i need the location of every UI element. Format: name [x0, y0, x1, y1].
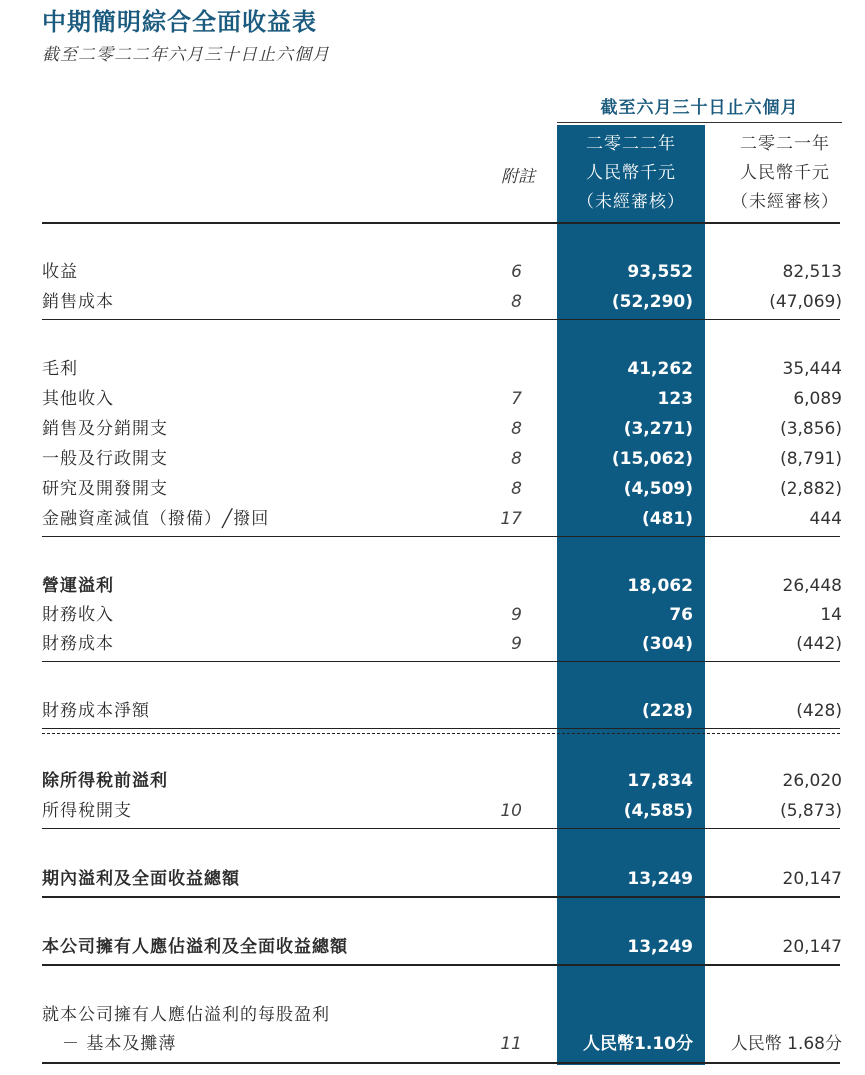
row-label: 所得稅開支	[42, 801, 132, 821]
row-note: 8	[511, 292, 522, 312]
current-year-header	[557, 130, 705, 217]
row-prior-value: (8,791)	[780, 449, 842, 469]
row-current-value: 41,262	[627, 359, 693, 379]
row-label: 財務收入	[42, 605, 114, 625]
row-prior-value: 20,147	[782, 937, 842, 957]
row-current-value: (481)	[641, 509, 693, 529]
row-label: 收益	[42, 262, 78, 282]
row-prior-value: 444	[809, 509, 842, 529]
row-prior-value: (428)	[796, 701, 842, 721]
table-row	[0, 1001, 865, 1030]
row-current-value: 18,062	[627, 576, 693, 596]
row-current-value: 13,249	[627, 869, 693, 889]
note-column-header: 附註	[501, 167, 535, 187]
section-rule	[42, 661, 840, 662]
table-row	[0, 385, 865, 414]
table-row	[0, 288, 865, 317]
section-rule	[42, 536, 840, 537]
section-rule	[42, 728, 840, 729]
row-label: 本公司擁有人應佔溢利及全面收益總額	[42, 937, 348, 957]
table-row	[0, 355, 865, 384]
table-row	[0, 933, 865, 962]
row-label: 銷售及分銷開支	[42, 419, 168, 439]
row-label: 一般及行政開支	[42, 449, 168, 469]
row-prior-value: 26,020	[782, 771, 842, 791]
row-prior-value: 14	[820, 605, 842, 625]
period-header: 截至六月三十日止六個月	[600, 98, 799, 118]
row-label: 銷售成本	[42, 292, 114, 312]
prior-year-header	[710, 130, 860, 217]
row-current-value: 93,552	[627, 262, 693, 282]
table-row	[0, 415, 865, 444]
table-row	[0, 865, 865, 894]
dashed-rule	[42, 733, 840, 734]
current-currency-label: 人民幣千元	[586, 163, 676, 183]
prior-audit-label: （未經審核）	[731, 192, 839, 212]
row-label: 財務成本	[42, 634, 114, 654]
row-note: 8	[511, 449, 522, 469]
row-prior-value: 26,448	[782, 576, 842, 596]
row-current-value: (304)	[641, 634, 693, 654]
row-label: 除所得稅前溢利	[42, 771, 168, 791]
bottom-rule	[42, 1062, 840, 1064]
row-prior-value: 6,089	[793, 389, 842, 409]
row-note: 8	[511, 419, 522, 439]
row-label: 毛利	[42, 359, 78, 379]
row-current-value: (3,271)	[623, 419, 693, 439]
row-prior-value: (5,873)	[780, 801, 842, 821]
prior-currency-label: 人民幣千元	[740, 163, 830, 183]
row-note: 6	[511, 262, 522, 282]
row-current-value: (4,509)	[623, 479, 693, 499]
row-prior-value: (442)	[796, 634, 842, 654]
row-current-value: 17,834	[627, 771, 693, 791]
current-year-label: 二零二二年	[586, 134, 676, 154]
table-row	[0, 505, 865, 534]
table-row	[0, 697, 865, 726]
row-label: 期內溢利及全面收益總額	[42, 869, 240, 889]
row-label: 就本公司擁有人應佔溢利的每股盈利	[42, 1005, 330, 1025]
table-row	[0, 601, 865, 630]
table-row	[0, 767, 865, 796]
row-note: 7	[511, 389, 522, 409]
period-underline	[557, 122, 842, 123]
row-label: 財務成本淨額	[42, 701, 150, 721]
row-label: 研究及開發開支	[42, 479, 168, 499]
section-rule	[42, 828, 840, 829]
section-rule	[42, 964, 840, 966]
section-rule	[42, 319, 840, 320]
row-prior-value: 20,147	[782, 869, 842, 889]
table-row	[0, 258, 865, 287]
row-label: 其他收入	[42, 389, 114, 409]
page-title: 中期簡明綜合全面收益表	[42, 8, 317, 36]
row-label: 營運溢利	[42, 576, 114, 596]
table-row	[0, 1030, 865, 1059]
row-current-value: 13,249	[627, 937, 693, 957]
row-note: 11	[500, 1034, 522, 1054]
row-prior-value: 82,513	[782, 262, 842, 282]
row-note: 17	[500, 509, 522, 529]
row-current-value: 76	[669, 605, 693, 625]
row-current-value: 123	[657, 389, 693, 409]
row-label: 金融資產減值（撥備）╱撥回	[42, 509, 270, 529]
table-row	[0, 475, 865, 504]
table-row	[0, 445, 865, 474]
row-prior-value: 人民幣 1.68分	[730, 1034, 842, 1054]
row-prior-value: (3,856)	[780, 419, 842, 439]
row-current-value: (4,585)	[623, 801, 693, 821]
current-audit-label: （未經審核）	[577, 192, 685, 212]
section-rule	[42, 896, 840, 898]
row-current-value: 人民幣1.10分	[583, 1034, 693, 1054]
row-note: 10	[500, 801, 522, 821]
row-prior-value: (47,069)	[769, 292, 842, 312]
header-rule	[42, 222, 840, 224]
page-subtitle: 截至二零二二年六月三十日止六個月	[42, 45, 330, 65]
row-prior-value: 35,444	[782, 359, 842, 379]
table-row	[0, 797, 865, 826]
row-note: 8	[511, 479, 522, 499]
prior-year-label: 二零二一年	[740, 134, 830, 154]
row-prior-value: (2,882)	[780, 479, 842, 499]
table-row	[0, 572, 865, 601]
row-note: 9	[511, 634, 522, 654]
row-current-value: (52,290)	[611, 292, 693, 312]
table-row	[0, 630, 865, 659]
row-current-value: (228)	[641, 701, 693, 721]
row-current-value: (15,062)	[611, 449, 693, 469]
row-note: 9	[511, 605, 522, 625]
row-label: － 基本及攤薄	[62, 1034, 177, 1054]
